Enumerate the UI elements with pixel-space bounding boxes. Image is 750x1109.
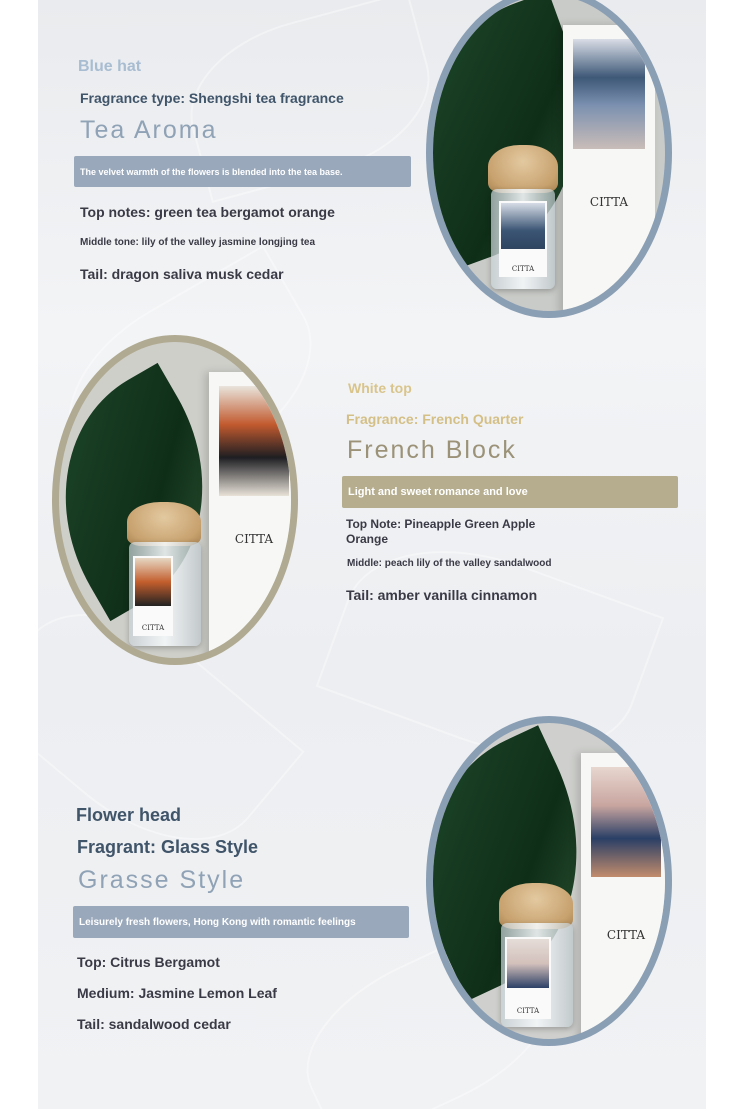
tagline-band: Leisurely fresh flowers, Hong Kong with romantic feelings bbox=[73, 906, 409, 938]
box-illustration bbox=[573, 39, 645, 149]
tail-notes: Tail: amber vanilla cinnamon bbox=[346, 587, 538, 603]
top-notes: Top Note: Pineapple Green Apple bbox=[346, 517, 536, 531]
fragrance-type: Fragrant: Glass Style bbox=[77, 837, 259, 857]
wooden-cap bbox=[127, 502, 201, 546]
fragrance-type: Fragrance type: Shengshi tea fragrance bbox=[80, 90, 344, 106]
section-kicker: Flower head bbox=[76, 805, 182, 825]
middle-notes: Middle: peach lily of the valley sandalwood bbox=[347, 558, 552, 569]
wooden-cap bbox=[488, 145, 558, 193]
product-photo-oval bbox=[426, 716, 672, 1046]
middle-notes: Medium: Jasmine Lemon Leaf bbox=[77, 985, 277, 1001]
product-box bbox=[581, 753, 665, 1039]
box-illustration bbox=[591, 767, 661, 877]
tail-notes: Tail: dragon saliva musk cedar bbox=[80, 266, 284, 282]
product-photo-oval bbox=[426, 0, 672, 318]
tagline-band: The velvet warmth of the flowers is blended into the tea base. bbox=[74, 156, 411, 187]
fragrance-name: Tea Aroma bbox=[80, 116, 218, 144]
glass-bottle bbox=[491, 189, 555, 289]
glass-bottle bbox=[501, 923, 573, 1027]
box-illustration bbox=[219, 386, 289, 496]
bottle-brand: CITTA bbox=[141, 624, 165, 632]
section-kicker: White top bbox=[348, 380, 412, 396]
bottle-brand: CITTA bbox=[511, 265, 535, 273]
product-photo-oval bbox=[52, 335, 298, 665]
product-box bbox=[563, 25, 655, 311]
box-brand: CITTA bbox=[589, 195, 629, 209]
top-notes: Top: Citrus Bergamot bbox=[77, 954, 220, 970]
fragrance-name: Grasse Style bbox=[78, 866, 246, 894]
top-notes: Top notes: green tea bergamot orange bbox=[80, 204, 335, 220]
fragrance-name: French Block bbox=[347, 436, 517, 464]
fragrance-type: Fragrance: French Quarter bbox=[346, 411, 524, 427]
product-box bbox=[209, 372, 291, 658]
tagline-band: Light and sweet romance and love bbox=[342, 476, 678, 508]
box-brand: CITTA bbox=[234, 532, 274, 546]
section-kicker: Blue hat bbox=[78, 58, 142, 75]
glass-bottle bbox=[129, 542, 201, 646]
top-notes-continued: Orange bbox=[346, 532, 389, 546]
box-brand: CITTA bbox=[606, 928, 646, 942]
middle-notes: Middle tone: lily of the valley jasmine longjing tea bbox=[80, 237, 316, 248]
bottle-brand: CITTA bbox=[516, 1007, 540, 1015]
tail-notes: Tail: sandalwood cedar bbox=[77, 1016, 231, 1032]
